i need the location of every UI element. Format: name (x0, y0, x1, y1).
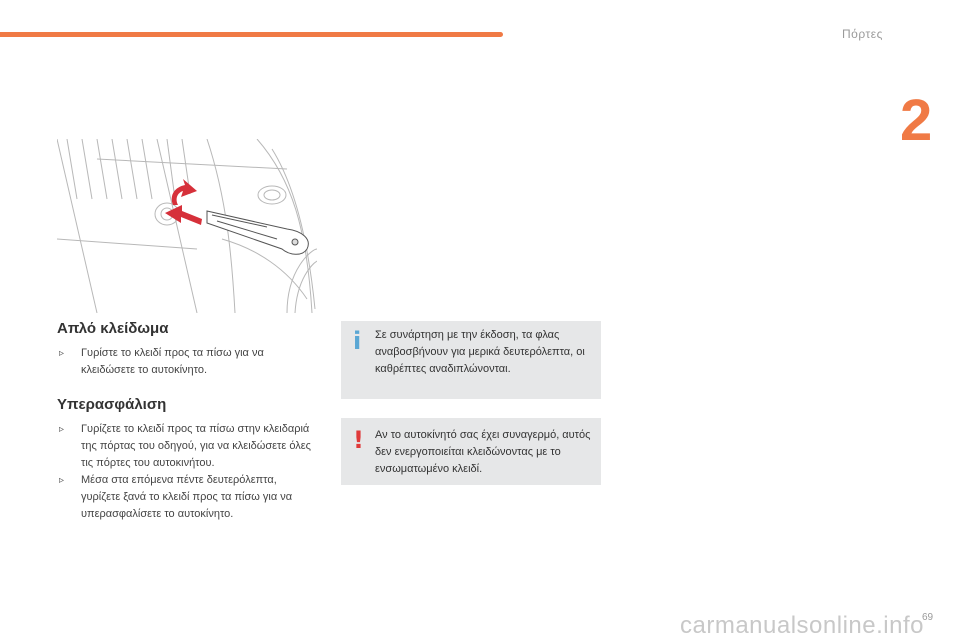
page-number: 69 (922, 612, 934, 623)
info-icon: i (353, 327, 362, 355)
simple-locking-list (57, 345, 307, 379)
deadlocking-list (57, 421, 315, 523)
bullet-arrow-icon: ▹ (59, 424, 65, 435)
list-item (57, 345, 307, 379)
list-item-text: Γυρίζετε το κλειδί προς τα πίσω στην κλειδαριά της πόρτας του οδηγού, για να κλειδώσετε όλες τις πόρτες του αυτοκινήτου. (81, 423, 311, 469)
section-accent-bar (0, 32, 503, 37)
list-item (57, 421, 315, 472)
bullet-arrow-icon: ▹ (59, 475, 65, 486)
info-note (341, 321, 601, 399)
section-title: Πόρτες (842, 27, 883, 41)
chapter-number: 2 (900, 88, 933, 153)
list-item-text: Μέσα στα επόμενα πέντε δευτερόλεπτα, γυρίζετε ξανά το κλειδί προς τα πίσω για να υπερασφαλίσετε το αυτοκίνητο. (81, 474, 293, 520)
warning-note (341, 418, 601, 485)
warning-note-text: Αν το αυτοκίνητό σας έχει συναγερμό, αυτός δεν ενεργοποιείται κλειδώνοντας με το ενσωματωμένο κλειδί. (375, 429, 591, 475)
info-note-text: Σε συνάρτηση με την έκδοση, τα φλας αναβοσβήνουν για μερικά δευτερόλεπτα, οι καθρέπτες αναδιπλώνονται. (375, 329, 585, 375)
car-door-key-icon (57, 139, 317, 313)
bullet-arrow-icon: ▹ (59, 348, 65, 359)
list-item (57, 472, 315, 523)
warning-icon: ! (353, 426, 364, 454)
watermark: carmanualsonline.info (680, 612, 924, 639)
heading-simple-locking: Απλό κλείδωμα (57, 320, 169, 337)
list-item-text: Γυρίστε το κλειδί προς τα πίσω για να κλειδώσετε το αυτοκίνητο. (81, 347, 264, 376)
heading-deadlocking: Υπερασφάλιση (57, 396, 167, 413)
